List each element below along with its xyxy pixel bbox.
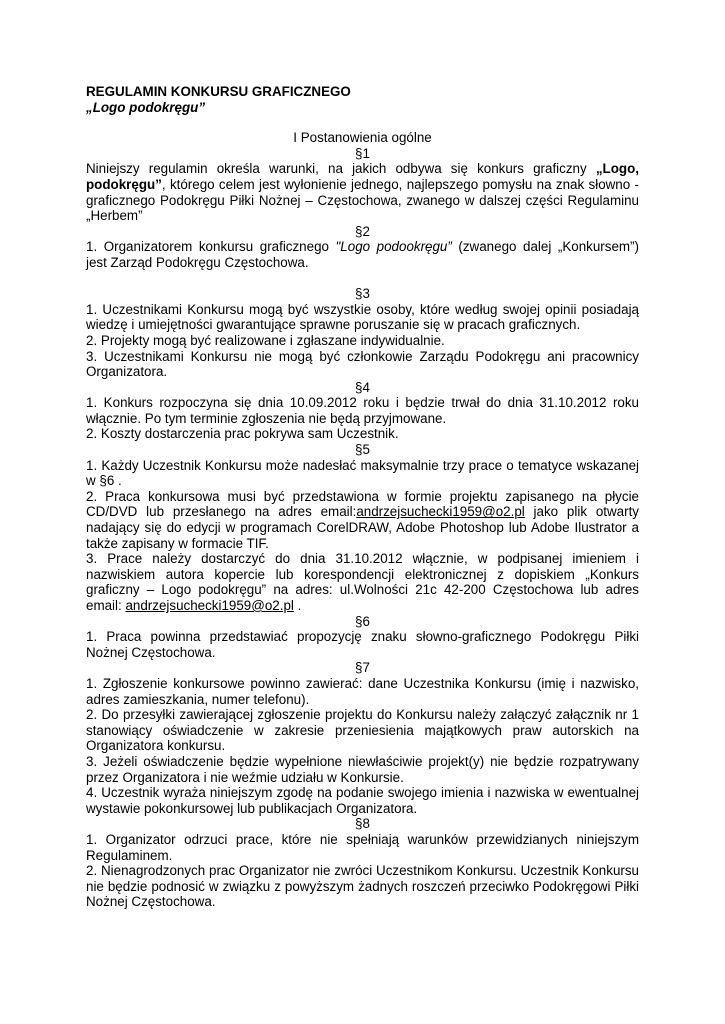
s7-paragraph-3: 3. Jeżeli oświadczenie będzie wypełnione niewłaściwie projekt(y) nie będzie rozpatrywany przez Organizatora i nie weźmie udziału w Konkursie.	[86, 753, 639, 785]
document-page	[86, 84, 639, 910]
s8-paragraph-1: 1. Organizator odrzuci prace, które nie spełniają warunków przewidzianych niniejszym Regulaminem.	[86, 831, 639, 863]
s1-contest-name: „Logo, podokręgu”	[86, 161, 639, 192]
s5-p2-text-b: jako plik otwarty nadający się do edycji w programach CorelDRAW, Adobe Photoshop lub Adobe Ilustrator a także zapisany w formacie TIF.	[86, 504, 639, 551]
s1-paragraph	[86, 161, 639, 223]
document-title: REGULAMIN KONKURSU GRAFICZNEGO	[86, 84, 351, 99]
s1-text-c: , którego celem jest wyłonienie jednego, najlepszego pomysłu na znak słowno - graficznego Podokręgu Piłki Nożnej – Częstochowa, zwanego w dalszej części Regulaminu „Herbem”	[86, 176, 639, 224]
s3-paragraph-3: 3. Uczestnikami Konkursu nie mogą być członkowie Zarządu Podokręgu ani pracownicy Organizatora.	[86, 348, 639, 380]
s5-p3-text-a: 3. Prace należy dostarczyć do dnia 31.10.2012 włącznie, w podpisanej imieniem i nazwiskiem autora kopercie lub korespondencji elektronicznej z dopiskiem „Konkurs graficzny – Logo podokręgu” na adres: ul.Wolności 21c 42-200 Częstochowa lub adres email:	[86, 551, 639, 613]
email-link-2[interactable]: andrzejsuchecki1959@o2.pl	[125, 598, 294, 613]
document-subtitle: „Logo podokręgu”	[86, 99, 206, 115]
s2-paragraph	[86, 239, 639, 270]
s7-paragraph-4: 4. Uczestnik wyraża niniejszym zgodę na podanie swojego imienia i nazwiska w ewentualnej wystawie pokonkursowej lub publikacjach Organizatora.	[86, 785, 639, 816]
s7-paragraph-2: 2. Do przesyłki zawierającej zgłoszenie projektu do Konkursu należy załączyć załącznik nr 1 stanowiący oświadczenie w zakresie przeniesienia majątkowych praw autorskich na Organizatora konkursu.	[86, 707, 639, 754]
s5-p2-text-a: 2. Praca konkursowa musi być przedstawiona w formie projektu zapisanego na płycie CD/DVD lub przesłanego na adres email:	[86, 488, 639, 520]
spacer	[86, 271, 639, 287]
s2-text-c: (zwanego dalej „Konkursem”) jest Zarząd Podokręgu Częstochowa.	[86, 239, 639, 270]
paragraph-mark-8: §8	[355, 816, 370, 832]
s5-p3-text-b: .	[293, 598, 302, 613]
paragraph-mark-2: §2	[355, 223, 370, 239]
s5-paragraph-2	[86, 489, 639, 551]
s1-text-a: Niniejszy regulamin określa warunki, na jakich odbywa się konkurs graficzny	[86, 161, 596, 177]
s8-paragraph-2: 2. Nienagrodzonych prac Organizator nie zwróci Uczestnikom Konkursu. Uczestnik Konkursu nie będzie podnosić w związku z powyższym żadnych roszczeń przeciwko Podokręgowi Piłki Nożnej Częstochowa.	[86, 863, 639, 910]
s3-paragraph-2: 2. Projekty mogą być realizowane i zgłaszane indywidualnie.	[86, 332, 445, 348]
s5-paragraph-1: 1. Każdy Uczestnik Konkursu może nadesłać maksymalnie trzy prace o tematyce wskazanej w §6 .	[86, 457, 639, 489]
paragraph-mark-7: §7	[355, 660, 370, 676]
section-heading: I Postanowienia ogólne	[293, 130, 432, 146]
s6-paragraph-1: 1. Praca powinna przedstawiać propozycję znaku słowno-graficznego Podokręgu Piłki Nożnej Częstochowa.	[86, 629, 639, 660]
s4-paragraph-2: 2. Koszty dostarczenia prac pokrywa sam Uczestnik.	[86, 426, 399, 442]
s3-paragraph-1: 1. Uczestnikami Konkursu mogą być wszystkie osoby, które według swojej opinii posiadają wiedzę i umiejętności gwarantujące sprawne poruszanie się w pracach graficznych.	[86, 301, 639, 333]
email-link-1[interactable]: andrzejsuchecki1959@o2.pl	[356, 504, 525, 520]
paragraph-mark-4: §4	[355, 379, 370, 395]
s4-paragraph-1: 1. Konkurs rozpoczyna się dnia 10.09.2012 roku i będzie trwał do dnia 31.10.2012 roku włącznie. Po tym terminie zgłoszenia nie będą przyjmowane.	[86, 395, 639, 426]
paragraph-mark-3: §3	[355, 286, 370, 302]
paragraph-mark-5: §5	[355, 442, 370, 458]
s5-paragraph-3	[86, 551, 639, 613]
paragraph-mark-1: §1	[355, 145, 370, 161]
s7-paragraph-1: 1. Zgłoszenie konkursowe powinno zawierać: dane Uczestnika Konkursu (imię i nazwisko, adres zamieszkania, numer telefonu).	[86, 675, 639, 707]
s2-contest-name: "Logo podookręgu”	[335, 239, 452, 255]
paragraph-mark-6: §6	[355, 613, 370, 629]
s2-text-a: 1. Organizatorem konkursu graficznego	[86, 239, 336, 255]
